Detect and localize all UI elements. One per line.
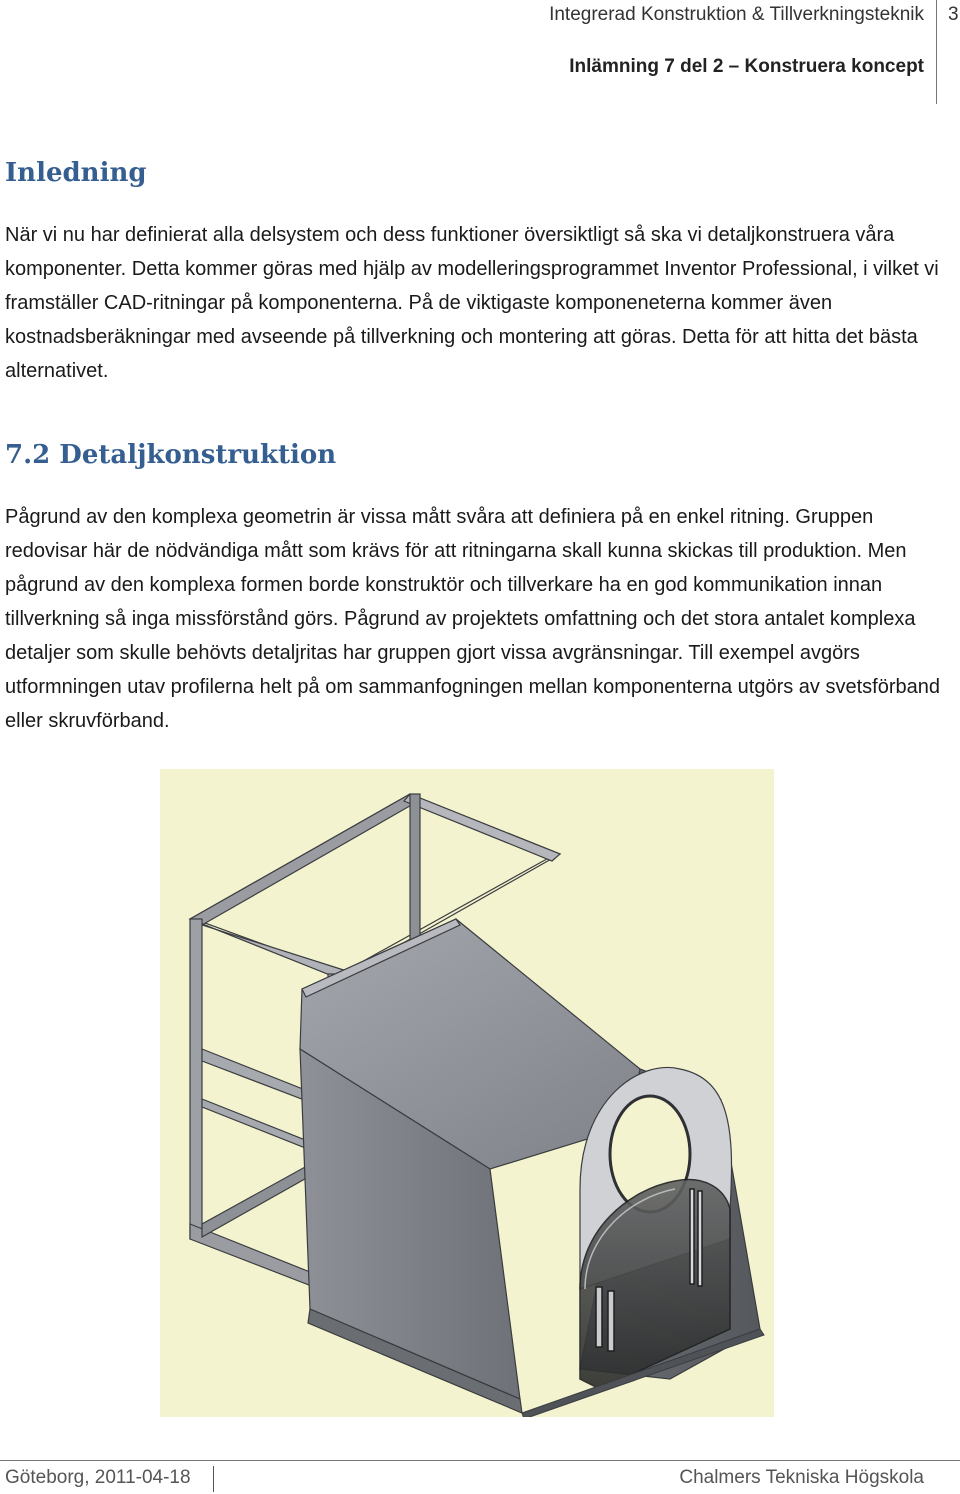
footer-divider: [213, 1466, 214, 1492]
footer-institution: Chalmers Tekniska Högskola: [679, 1467, 924, 1488]
page-number: 3: [948, 4, 959, 25]
heading-detaljkonstruktion: 7.2 Detaljkonstruktion: [5, 440, 337, 470]
cad-model-figure: [160, 769, 774, 1417]
paragraph-detaljkonstruktion: Pågrund av den komplexa geometrin är vissa mått svåra att definiera på en enkel ritning. Gruppen redovisar här de nödvändiga mått som krävs för att ritningarna skall kunna skickas till produktion. Men pågrund av den komplexa formen borde konstruktör och tillverkare ha en god kommunikation innan tillverkning så inga missförstånd görs. Pågrund av projektets omfattning och det stora antalet komplexa detaljer som skulle behövts detaljritas har gruppen gjort vissa avgränsningar. Till exempel avgörs utformningen utav profilerna helt på om sammanfogningen mellan komponenterna utgörs av svetsförband eller skruvförband.: [5, 506, 940, 732]
paragraph-inledning: När vi nu har definierat alla delsystem och dess funktioner översiktligt så ska vi detaljkonstruera våra komponenter. Detta kommer göras med hjälp av modelleringsprogrammet Inventor Professional, i vilket vi framställer CAD-ritningar på komponenterna. På de viktigaste komponeneterna kommer även kostnadsberäkningar med avseende på tillverkning och montering att göras. Detta för att hitta det bästa alternativet.: [5, 224, 939, 382]
cad-model-illustration: [160, 769, 774, 1417]
heading-inledning: Inledning: [5, 158, 147, 188]
header-divider: [936, 0, 937, 104]
header-subtitle: Inlämning 7 del 2 – Konstruera koncept: [569, 56, 924, 77]
header-course-title: Integrerad Konstruktion & Tillverkningsteknik: [549, 4, 924, 25]
footer-location-date: Göteborg, 2011-04-18: [5, 1467, 191, 1488]
footer-rule: [0, 1460, 960, 1461]
